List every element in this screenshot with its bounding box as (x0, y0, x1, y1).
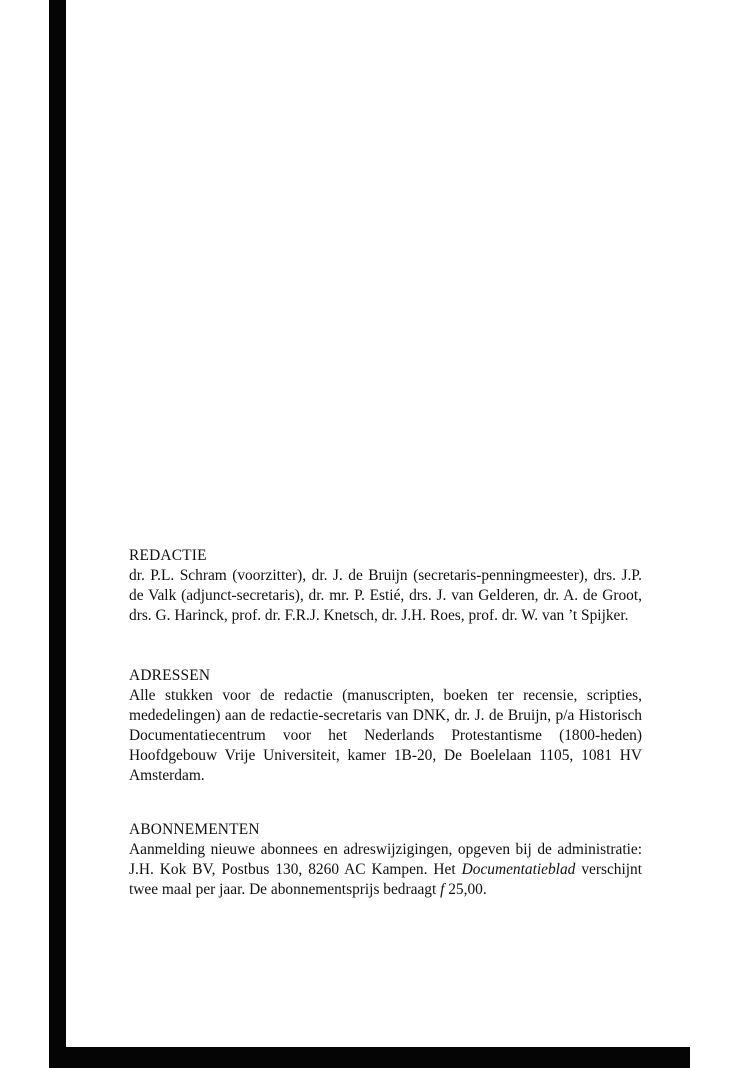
body-text-part-3: 25,00. (444, 881, 487, 898)
section-redactie (129, 546, 642, 626)
section-body-abonnementen (129, 840, 642, 900)
section-body-adressen: Alle stukken voor de redactie (manuscripten, boeken ter recensie, scripties, mededelingen) aan de redactie-secretaris van DNK, dr. J. de Bruijn, p/a Historisch Documentatiecentrum voor het Nederlands Protestantisme (1800-heden) Hoofdgebouw Vrije Universiteit, kamer 1B-20, De Boelelaan 1105, 1081 HV Amsterdam. (129, 687, 642, 784)
italic-guilder-symbol: f (440, 881, 445, 898)
body-text-part-2: verschijnt twee maal per jaar. De abonnementsprijs bedraagt (129, 861, 643, 898)
body-text-part-1: Aanmelding nieuwe abonnees en adreswijzigingen, opgeven bij de administratie: J.H. Kok BV, Postbus 130, 8260 AC Kampen. Het (129, 841, 642, 878)
section-heading-abonnementen: ABONNEMENTEN (129, 821, 260, 838)
italic-publication-title: Documentatieblad (461, 861, 576, 878)
section-adressen (129, 666, 642, 786)
scan-border-bottom (49, 1047, 690, 1068)
section-heading-adressen: ADRESSEN (129, 667, 211, 684)
section-heading-redactie: REDACTIE (129, 547, 207, 564)
section-body-redactie: dr. P.L. Schram (voorzitter), dr. J. de Bruijn (secretaris-penningmeester), drs. J.P. de Valk (adjunct-secretaris), dr. mr. P. Estié, drs. J. van Gelderen, dr. A. de Groot, drs. G. Harinck, prof. dr. F.R.J. Knetsch, dr. J.H. Roes, prof. dr. W. van ’t Spijker. (129, 567, 642, 624)
scan-border-left (49, 0, 66, 1068)
section-abonnementen (129, 820, 642, 900)
